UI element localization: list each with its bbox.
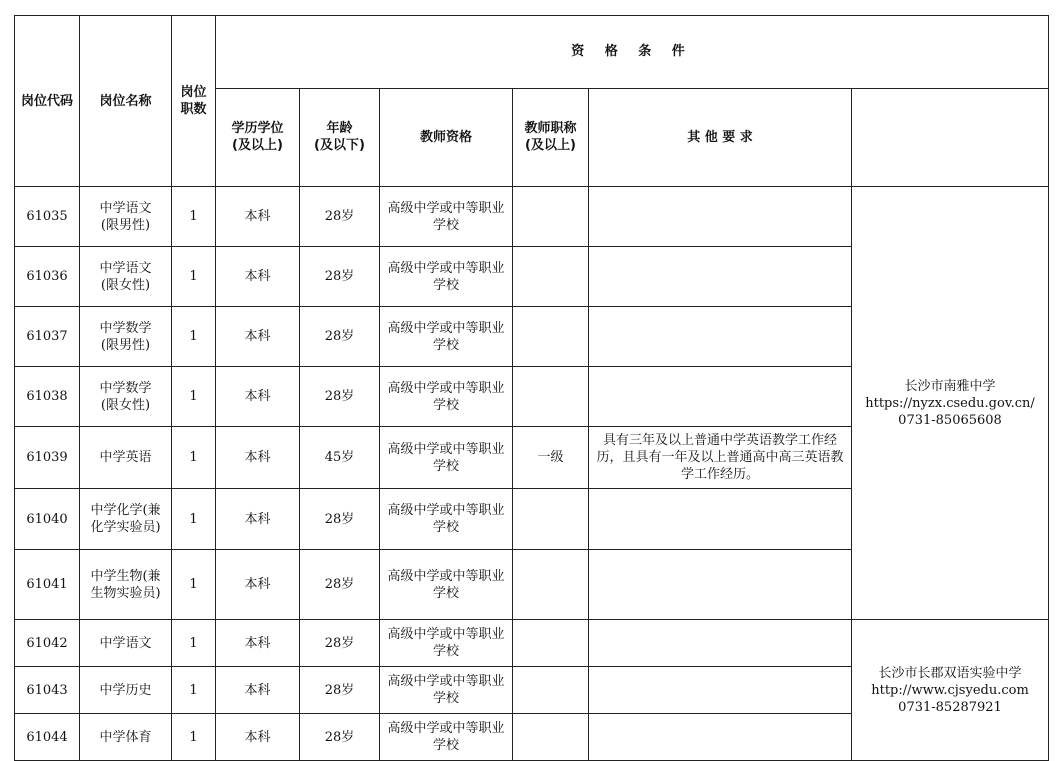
cell-degree: 本科 (216, 489, 300, 550)
cell-title (513, 620, 589, 667)
header-code: 岗位代码 (15, 16, 80, 187)
cell-degree: 本科 (216, 247, 300, 307)
school-cell-changjun (852, 620, 1049, 761)
cell-title (513, 247, 589, 307)
header-other: 其 他 要 求 (589, 88, 852, 186)
cell-name: 中学化学(兼 化学实验员) (80, 489, 172, 550)
cell-age: 28岁 (300, 367, 380, 427)
header-count: 岗位 职数 (172, 16, 216, 187)
header-title: 教师职称 (及以上) (513, 88, 589, 186)
cell-other (589, 247, 852, 307)
cell-age: 28岁 (300, 489, 380, 550)
cell-cert: 高级中学或中等职业 学校 (380, 620, 513, 667)
cell-name: 中学体育 (80, 714, 172, 761)
header-degree: 学历学位 (及以上) (216, 88, 300, 186)
cell-age: 28岁 (300, 307, 380, 367)
cell-code: 61043 (15, 667, 80, 714)
school-cell-nanya (852, 187, 1049, 620)
cell-code: 61036 (15, 247, 80, 307)
cell-degree: 本科 (216, 427, 300, 489)
cell-code: 61035 (15, 187, 80, 247)
cell-title (513, 307, 589, 367)
cell-name: 中学数学 (限男性) (80, 307, 172, 367)
cell-cert: 高级中学或中等职业 学校 (380, 187, 513, 247)
cell-degree: 本科 (216, 620, 300, 667)
cell-name: 中学语文 (限女性) (80, 247, 172, 307)
cell-count: 1 (172, 550, 216, 620)
cell-count: 1 (172, 367, 216, 427)
cell-code: 61044 (15, 714, 80, 761)
cell-degree: 本科 (216, 667, 300, 714)
cell-age: 28岁 (300, 187, 380, 247)
cell-count: 1 (172, 489, 216, 550)
table-row (15, 620, 1049, 667)
cell-other (589, 489, 852, 550)
cell-code: 61041 (15, 550, 80, 620)
cell-degree: 本科 (216, 367, 300, 427)
cell-age: 28岁 (300, 247, 380, 307)
cell-title: 一级 (513, 427, 589, 489)
table-row (15, 187, 1049, 247)
cell-age: 28岁 (300, 620, 380, 667)
cell-other (589, 367, 852, 427)
cell-age: 28岁 (300, 714, 380, 761)
cell-cert: 高级中学或中等职业 学校 (380, 667, 513, 714)
cell-count: 1 (172, 187, 216, 247)
school-phone: 0731-85287921 (898, 699, 1002, 715)
cell-name: 中学数学 (限女性) (80, 367, 172, 427)
cell-count: 1 (172, 714, 216, 761)
cell-title (513, 714, 589, 761)
cell-code: 61039 (15, 427, 80, 489)
cell-other (589, 714, 852, 761)
cell-age: 28岁 (300, 667, 380, 714)
cell-age: 45岁 (300, 427, 380, 489)
cell-name: 中学语文 (80, 620, 172, 667)
cell-cert: 高级中学或中等职业 学校 (380, 427, 513, 489)
cell-title (513, 550, 589, 620)
school-url: https://nyzx.csedu.gov.cn/ (865, 395, 1035, 411)
cell-cert: 高级中学或中等职业 学校 (380, 307, 513, 367)
header-age: 年龄 (及以下) (300, 88, 380, 186)
cell-other (589, 187, 852, 247)
cell-name: 中学英语 (80, 427, 172, 489)
cell-count: 1 (172, 667, 216, 714)
cell-age: 28岁 (300, 550, 380, 620)
school-phone: 0731-85065608 (898, 412, 1002, 428)
recruitment-table (14, 15, 1049, 761)
cell-other (589, 550, 852, 620)
cell-cert: 高级中学或中等职业 学校 (380, 247, 513, 307)
cell-other: 具有三年及以上普通中学英语教学工作经历，且具有一年及以上普通高中高三英语教学工作经历。 (589, 427, 852, 489)
cell-degree: 本科 (216, 187, 300, 247)
header-qualifications: 资 格 条 件 (216, 16, 1049, 89)
cell-other (589, 620, 852, 667)
cell-code: 61038 (15, 367, 80, 427)
cell-name: 中学生物(兼 生物实验员) (80, 550, 172, 620)
cell-cert: 高级中学或中等职业 学校 (380, 489, 513, 550)
cell-degree: 本科 (216, 714, 300, 761)
header-name: 岗位名称 (80, 16, 172, 187)
cell-code: 61037 (15, 307, 80, 367)
cell-title (513, 187, 589, 247)
cell-cert: 高级中学或中等职业 学校 (380, 367, 513, 427)
cell-cert: 高级中学或中等职业 学校 (380, 714, 513, 761)
cell-code: 61042 (15, 620, 80, 667)
cell-count: 1 (172, 247, 216, 307)
school-url: http://www.cjsyedu.com (871, 682, 1029, 698)
cell-degree: 本科 (216, 307, 300, 367)
cell-title (513, 667, 589, 714)
cell-code: 61040 (15, 489, 80, 550)
cell-other (589, 307, 852, 367)
cell-count: 1 (172, 620, 216, 667)
cell-degree: 本科 (216, 550, 300, 620)
cell-cert: 高级中学或中等职业 学校 (380, 550, 513, 620)
cell-title (513, 367, 589, 427)
cell-name: 中学语文 (限男性) (80, 187, 172, 247)
cell-title (513, 489, 589, 550)
cell-count: 1 (172, 307, 216, 367)
cell-count: 1 (172, 427, 216, 489)
header-cert: 教师资格 (380, 88, 513, 186)
cell-other (589, 667, 852, 714)
cell-name: 中学历史 (80, 667, 172, 714)
school-name: 长沙市南雅中学 (904, 378, 996, 394)
school-name: 长沙市长郡双语实验中学 (878, 665, 1022, 681)
